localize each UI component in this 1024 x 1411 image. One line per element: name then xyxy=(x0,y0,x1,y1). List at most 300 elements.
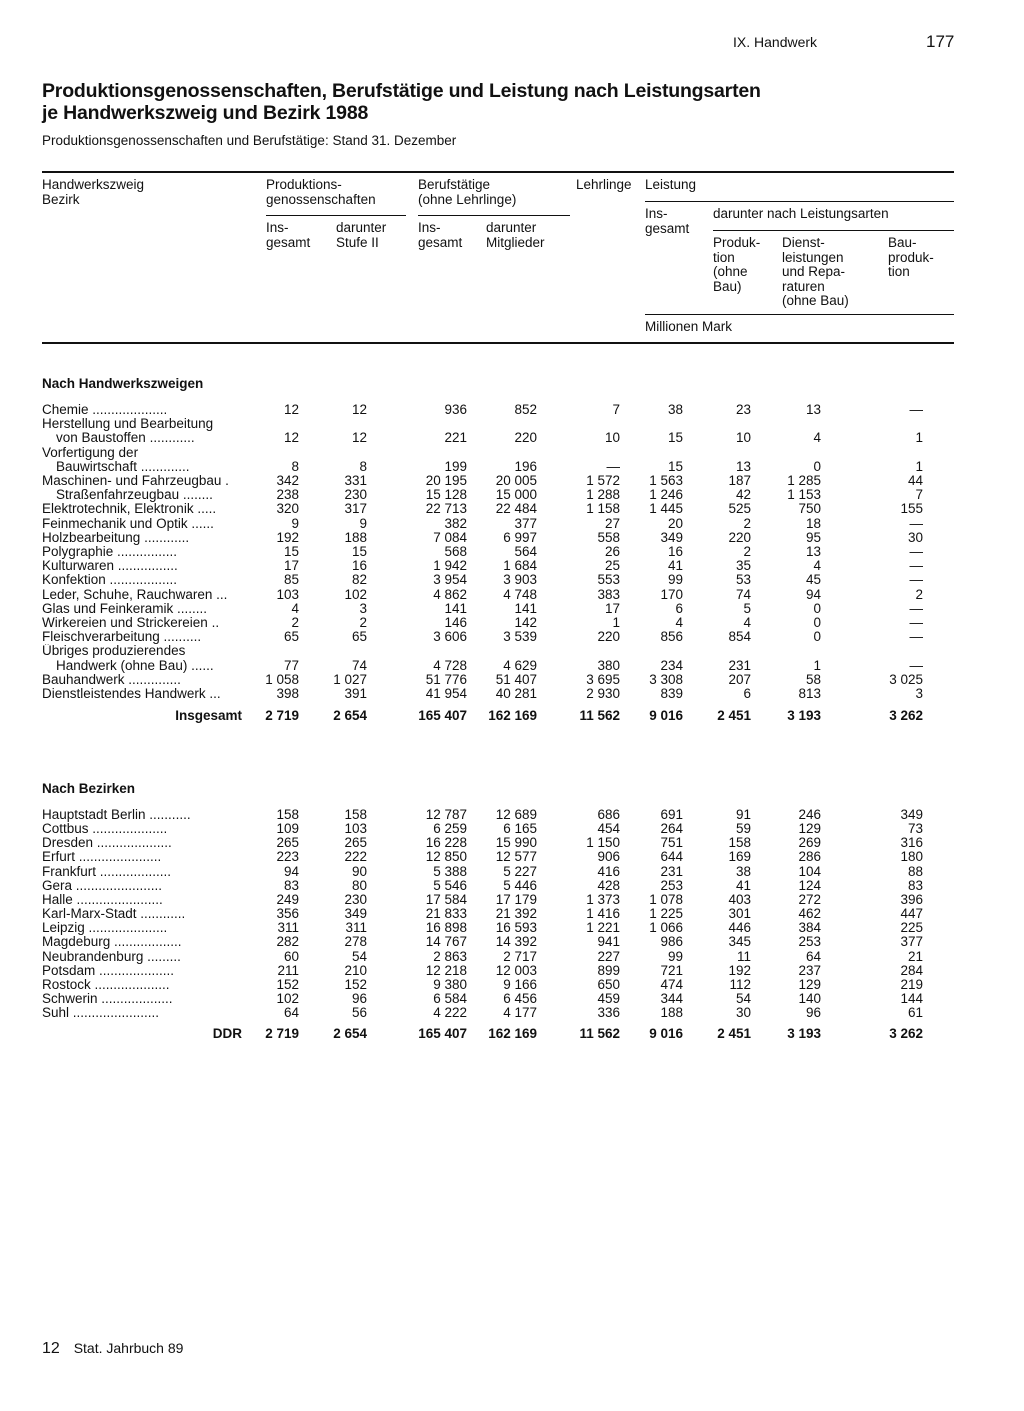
cell-col-8: 13 xyxy=(805,402,821,417)
cell-col-9: — xyxy=(909,544,923,559)
cell-col-9: — xyxy=(909,657,923,673)
total-cell-col-9: 3 262 xyxy=(889,1026,923,1041)
row-label: Holzbearbeitung ............ xyxy=(42,530,190,545)
cell-col-6: 1 066 xyxy=(649,920,683,936)
sheet-number: 12 xyxy=(42,1340,60,1357)
table-row xyxy=(0,417,1024,432)
total-cell-col-2: 2 654 xyxy=(333,1026,367,1041)
cell-col-1: 8 xyxy=(291,458,299,474)
cell-col-2: 80 xyxy=(351,877,367,893)
cell-col-6: 99 xyxy=(667,948,683,964)
cell-col-9: 155 xyxy=(900,501,923,517)
cell-col-8: 129 xyxy=(798,821,821,837)
cell-col-9: 447 xyxy=(900,906,923,922)
cell-col-5: 553 xyxy=(597,572,620,588)
cell-col-3: 5 388 xyxy=(433,863,467,879)
cell-col-4: 4 629 xyxy=(503,657,537,673)
cell-col-6: 986 xyxy=(660,934,683,950)
cell-col-7: 169 xyxy=(728,849,751,865)
cell-col-7: 187 xyxy=(728,473,751,488)
cell-col-5: 686 xyxy=(597,807,620,822)
row-label: Bauhandwerk .............. xyxy=(42,672,181,687)
cell-col-5: 380 xyxy=(597,657,620,673)
cell-col-7: 4 xyxy=(743,615,751,630)
cell-col-6: 344 xyxy=(660,990,683,1006)
cell-col-2: 158 xyxy=(344,807,367,822)
cell-col-9: 349 xyxy=(900,807,923,822)
cell-col-3: 12 218 xyxy=(425,962,467,978)
cell-col-5: 1 221 xyxy=(586,920,620,936)
cell-col-2: 102 xyxy=(344,586,367,602)
cell-col-7: 207 xyxy=(728,671,751,687)
cell-col-8: 45 xyxy=(805,572,821,588)
cell-col-8: 0 xyxy=(813,458,821,474)
cell-col-8: 750 xyxy=(798,501,821,517)
total-cell-col-2: 2 654 xyxy=(333,708,367,723)
cell-col-7: 220 xyxy=(728,529,751,545)
cell-col-1: 238 xyxy=(276,487,299,503)
cell-col-8: 269 xyxy=(798,835,821,851)
cell-col-8: 94 xyxy=(805,586,821,602)
cell-col-3: 6 584 xyxy=(433,990,467,1006)
page-title xyxy=(42,80,761,124)
title-line-2: je Handwerkszweig und Bezirk 1988 xyxy=(42,102,369,124)
total-cell-col-3: 165 407 xyxy=(418,708,467,723)
total-cell-col-6: 9 016 xyxy=(649,708,683,723)
cell-col-3: 4 862 xyxy=(433,586,467,602)
cell-col-5: 227 xyxy=(597,948,620,964)
cell-col-6: 1 445 xyxy=(649,501,683,517)
cell-col-3: 2 863 xyxy=(433,948,467,964)
cell-col-2: 9 xyxy=(359,515,367,531)
cell-col-5: 336 xyxy=(597,1005,620,1021)
cell-col-1: 158 xyxy=(276,807,299,822)
cell-col-6: 349 xyxy=(660,529,683,545)
cell-col-9: 396 xyxy=(900,891,923,907)
total-label: Insgesamt xyxy=(175,708,242,723)
cell-col-5: — xyxy=(606,458,620,474)
total-row xyxy=(0,1027,1024,1042)
cell-col-2: 391 xyxy=(344,686,367,701)
header-pg: Produktions- genossenschaften xyxy=(266,177,376,207)
cell-col-4: 51 407 xyxy=(495,671,537,687)
cell-col-7: 74 xyxy=(735,586,751,602)
cell-col-8: 4 xyxy=(813,430,821,446)
cell-col-5: 220 xyxy=(597,629,620,645)
table-row xyxy=(0,517,1024,532)
cell-col-4: 6 165 xyxy=(503,821,537,837)
title-line-1: Produktionsgenossenschaften, Berufstätige und Leistung nach Leistungsarten xyxy=(42,80,761,102)
cell-col-1: 103 xyxy=(276,586,299,602)
cell-col-4: 142 xyxy=(514,615,537,630)
cell-col-1: 2 xyxy=(291,615,299,630)
page-footer xyxy=(42,1340,183,1358)
total-cell-col-3: 165 407 xyxy=(418,1026,467,1041)
cell-col-2: 2 xyxy=(359,615,367,630)
header-lehrlinge: Lehrlinge xyxy=(576,177,632,192)
cell-col-7: 53 xyxy=(735,572,751,588)
cell-col-6: 1 563 xyxy=(649,473,683,488)
cell-col-9: — xyxy=(909,600,923,616)
cell-col-7: 854 xyxy=(728,629,751,645)
cell-col-7: 525 xyxy=(728,501,751,517)
rule-leistung xyxy=(645,201,954,202)
cell-col-2: 96 xyxy=(351,990,367,1006)
cell-col-4: 5 227 xyxy=(503,863,537,879)
cell-col-9: 30 xyxy=(907,529,923,545)
cell-col-1: 12 xyxy=(283,402,299,417)
row-label: Potsdam .................... xyxy=(42,963,175,978)
cell-col-5: 2 930 xyxy=(586,686,620,701)
cell-col-6: 188 xyxy=(660,1005,683,1021)
row-label: Polygraphie ................ xyxy=(42,545,178,559)
cell-col-1: 249 xyxy=(276,891,299,907)
header-bt-insg: Ins- gesamt xyxy=(418,220,463,250)
cell-col-3: 1 942 xyxy=(433,558,467,574)
table-row xyxy=(0,431,1024,446)
cell-col-5: 899 xyxy=(597,962,620,978)
cell-col-5: 454 xyxy=(597,821,620,837)
cell-col-5: 17 xyxy=(604,600,620,616)
row-label: Herstellung und Bearbeitung xyxy=(42,417,214,432)
cell-col-9: 61 xyxy=(907,1005,923,1021)
row-label: Maschinen- und Fahrzeugbau . xyxy=(42,474,229,488)
cell-col-3: 221 xyxy=(444,430,467,446)
cell-col-3: 16 898 xyxy=(425,920,467,936)
cell-col-2: 230 xyxy=(344,487,367,503)
cell-col-6: 38 xyxy=(667,402,683,417)
cell-col-5: 26 xyxy=(604,544,620,559)
cell-col-6: 253 xyxy=(660,877,683,893)
cell-col-6: 4 xyxy=(675,615,683,630)
cell-col-2: 230 xyxy=(344,891,367,907)
cell-col-8: 1 285 xyxy=(787,473,821,488)
cell-col-4: 6 456 xyxy=(503,990,537,1006)
cell-col-1: 109 xyxy=(276,821,299,837)
cell-col-6: 99 xyxy=(667,572,683,588)
cell-col-5: 1 158 xyxy=(586,501,620,517)
cell-col-9: 83 xyxy=(907,877,923,893)
cell-col-1: 64 xyxy=(283,1005,299,1021)
cell-col-8: 124 xyxy=(798,877,821,893)
cell-col-5: 25 xyxy=(604,558,620,574)
cell-col-6: 15 xyxy=(667,458,683,474)
cell-col-4: 220 xyxy=(514,430,537,446)
total-cell-col-7: 2 451 xyxy=(717,1026,751,1041)
cell-col-9: 3 xyxy=(915,686,923,701)
total-cell-col-5: 11 562 xyxy=(579,708,620,723)
cell-col-9: — xyxy=(909,402,923,417)
cell-col-1: 60 xyxy=(283,948,299,964)
cell-col-2: 12 xyxy=(351,402,367,417)
cell-col-4: 12 689 xyxy=(495,807,537,822)
row-label: Chemie .................... xyxy=(42,403,168,417)
cell-col-8: 96 xyxy=(805,1005,821,1021)
cell-col-4: 21 392 xyxy=(495,906,537,922)
cell-col-7: 231 xyxy=(728,657,751,673)
cell-col-7: 91 xyxy=(735,807,751,822)
row-label: Konfektion .................. xyxy=(42,573,178,588)
cell-col-3: 936 xyxy=(444,402,467,417)
cell-col-6: 234 xyxy=(660,657,683,673)
cell-col-5: 10 xyxy=(604,430,620,446)
cell-col-1: 83 xyxy=(283,877,299,893)
cell-col-4: 40 281 xyxy=(495,686,537,701)
row-label: Cottbus .................... xyxy=(42,822,168,837)
cell-col-7: 6 xyxy=(743,686,751,701)
cell-col-4: 4 748 xyxy=(503,586,537,602)
cell-col-2: 8 xyxy=(359,458,367,474)
cell-col-9: 44 xyxy=(907,473,923,488)
cell-col-3: 6 259 xyxy=(433,821,467,837)
header-label: Handwerkszweig Bezirk xyxy=(42,177,145,207)
rule-bt xyxy=(418,215,570,216)
cell-col-3: 7 084 xyxy=(433,529,467,545)
cell-col-2: 65 xyxy=(351,629,367,645)
cell-col-2: 3 xyxy=(359,600,367,616)
header-pg-insg: Ins- gesamt xyxy=(266,220,311,250)
total-cell-col-1: 2 719 xyxy=(265,1026,299,1041)
table-row xyxy=(0,630,1024,645)
row-label: Magdeburg .................. xyxy=(42,935,182,950)
cell-col-8: 384 xyxy=(798,920,821,936)
cell-col-9: 144 xyxy=(900,990,923,1006)
cell-col-4: 3 903 xyxy=(503,572,537,588)
header-l-bau: Bau- produk- tion xyxy=(888,235,934,279)
cell-col-2: 15 xyxy=(351,544,367,559)
cell-col-2: 16 xyxy=(351,558,367,574)
cell-col-1: 15 xyxy=(283,544,299,559)
cell-col-7: 2 xyxy=(743,544,751,559)
cell-col-9: 3 025 xyxy=(889,671,923,687)
total-row xyxy=(0,709,1024,724)
cell-col-7: 446 xyxy=(728,920,751,936)
cell-col-1: 12 xyxy=(283,430,299,446)
cell-col-2: 311 xyxy=(345,920,367,936)
cell-col-8: 0 xyxy=(813,600,821,616)
cell-col-9: 88 xyxy=(907,863,923,879)
cell-col-9: 1 xyxy=(915,430,923,446)
header-pg-stufe: darunter Stufe II xyxy=(336,220,387,250)
cell-col-2: 188 xyxy=(344,529,367,545)
cell-col-6: 1 078 xyxy=(649,891,683,907)
header-l-prod: Produk- tion (ohne Bau) xyxy=(713,235,761,294)
cell-col-7: 301 xyxy=(728,906,751,922)
cell-col-5: 416 xyxy=(597,863,620,879)
cell-col-2: 74 xyxy=(351,657,367,673)
cell-col-3: 20 195 xyxy=(425,473,467,488)
cell-col-4: 564 xyxy=(514,544,537,559)
cell-col-4: 3 539 xyxy=(503,629,537,645)
table-row xyxy=(0,403,1024,418)
subtitle: Produktionsgenossenschaften und Berufstätige: Stand 31. Dezember xyxy=(42,133,457,148)
cell-col-3: 9 380 xyxy=(433,976,467,992)
cell-col-3: 3 606 xyxy=(433,629,467,645)
cell-col-6: 264 xyxy=(660,821,683,837)
table-row xyxy=(0,1006,1024,1021)
cell-col-8: 272 xyxy=(798,891,821,907)
cell-col-6: 1 246 xyxy=(649,487,683,503)
cell-col-5: 558 xyxy=(597,529,620,545)
cell-col-5: 1 373 xyxy=(586,891,620,907)
cell-col-2: 90 xyxy=(351,863,367,879)
cell-col-8: 18 xyxy=(805,515,821,531)
cell-col-6: 16 xyxy=(667,544,683,559)
total-cell-col-8: 3 193 xyxy=(787,1026,821,1041)
cell-col-1: 211 xyxy=(277,962,299,978)
row-label: Wirkereien und Strickereien .. xyxy=(42,616,220,630)
cell-col-3: 12 787 xyxy=(425,807,467,822)
cell-col-7: 23 xyxy=(735,402,751,417)
cell-col-8: 95 xyxy=(805,529,821,545)
cell-col-6: 644 xyxy=(660,849,683,865)
cell-col-1: 65 xyxy=(283,629,299,645)
cell-col-7: 41 xyxy=(735,877,751,893)
cell-col-2: 54 xyxy=(351,948,367,964)
row-label: Straßenfahrzeugbau ........ xyxy=(56,488,213,503)
cell-col-7: 2 xyxy=(743,515,751,531)
table-row xyxy=(0,644,1024,659)
cell-col-6: 15 xyxy=(667,430,683,446)
cell-col-4: 2 717 xyxy=(503,948,537,964)
running-header: IX. Handwerk xyxy=(733,34,818,50)
row-label: Gera ....................... xyxy=(42,878,163,893)
cell-col-8: 129 xyxy=(798,976,821,992)
cell-col-3: 17 584 xyxy=(425,891,467,907)
cell-col-6: 856 xyxy=(660,629,683,645)
cell-col-4: 16 593 xyxy=(495,920,537,936)
cell-col-6: 3 308 xyxy=(649,671,683,687)
cell-col-5: 383 xyxy=(597,586,620,602)
cell-col-4: 12 577 xyxy=(495,849,537,865)
cell-col-3: 382 xyxy=(444,515,467,531)
row-label: Handwerk (ohne Bau) ...... xyxy=(56,658,214,673)
row-label: Fleischverarbeitung .......... xyxy=(42,630,202,645)
cell-col-4: 22 484 xyxy=(495,501,537,517)
cell-col-3: 16 228 xyxy=(425,835,467,851)
cell-col-8: 4 xyxy=(813,558,821,574)
cell-col-3: 22 713 xyxy=(425,501,467,517)
cell-col-2: 56 xyxy=(351,1005,367,1021)
table-row xyxy=(0,935,1024,950)
cell-col-1: 320 xyxy=(276,501,299,517)
row-label: Dienstleistendes Handwerk ... xyxy=(42,687,221,701)
row-label: Feinmechanik und Optik ...... xyxy=(42,516,214,531)
cell-col-7: 345 xyxy=(728,934,751,950)
table-row xyxy=(0,659,1024,674)
cell-col-2: 222 xyxy=(344,849,367,865)
cell-col-6: 41 xyxy=(667,558,683,574)
cell-col-8: 64 xyxy=(805,948,821,964)
cell-col-3: 21 833 xyxy=(425,906,467,922)
cell-col-7: 11 xyxy=(736,948,751,964)
cell-col-9: 1 xyxy=(915,458,923,474)
row-label: Leipzig ..................... xyxy=(42,921,168,936)
cell-col-3: 15 128 xyxy=(425,487,467,503)
cell-col-8: 1 xyxy=(813,657,821,673)
cell-col-9: 377 xyxy=(900,934,923,950)
cell-col-5: 1 288 xyxy=(586,487,620,503)
table-row xyxy=(0,446,1024,461)
cell-col-5: 428 xyxy=(597,877,620,893)
cell-col-1: 398 xyxy=(276,686,299,701)
cell-col-1: 152 xyxy=(276,976,299,992)
header-l-insg: Ins- gesamt xyxy=(645,206,690,236)
cell-col-5: 941 xyxy=(597,934,620,950)
cell-col-8: 246 xyxy=(798,807,821,822)
cell-col-3: 4 728 xyxy=(433,657,467,673)
total-cell-col-1: 2 719 xyxy=(265,708,299,723)
header-unit: Millionen Mark xyxy=(645,319,733,334)
cell-col-9: 219 xyxy=(900,976,923,992)
cell-col-7: 112 xyxy=(729,976,751,992)
table-row xyxy=(0,964,1024,979)
cell-col-8: 104 xyxy=(798,863,821,879)
row-label: Glas und Feinkeramik ........ xyxy=(42,601,208,616)
row-label: Karl-Marx-Stadt ............ xyxy=(42,907,186,922)
cell-col-3: 12 850 xyxy=(425,849,467,865)
cell-col-4: 12 003 xyxy=(495,962,537,978)
cell-col-3: 199 xyxy=(444,458,467,474)
cell-col-6: 1 225 xyxy=(649,906,683,922)
cell-col-2: 349 xyxy=(344,906,367,922)
section-title-zweige: Nach Handwerkszweigen xyxy=(42,376,204,391)
cell-col-5: 1 572 xyxy=(586,473,620,488)
cell-col-1: 342 xyxy=(276,473,299,488)
cell-col-6: 839 xyxy=(660,686,683,701)
cell-col-9: 21 xyxy=(907,948,923,964)
cell-col-2: 331 xyxy=(344,473,367,488)
cell-col-8: 58 xyxy=(805,671,821,687)
cell-col-8: 286 xyxy=(798,849,821,865)
table-row xyxy=(0,502,1024,517)
cell-col-8: 0 xyxy=(813,615,821,630)
cell-col-4: 6 997 xyxy=(503,529,537,545)
cell-col-4: 15 990 xyxy=(495,835,537,851)
cell-col-7: 5 xyxy=(743,600,751,616)
cell-col-2: 278 xyxy=(344,934,367,950)
cell-col-1: 192 xyxy=(276,529,299,545)
cell-col-7: 30 xyxy=(735,1005,751,1021)
cell-col-9: 225 xyxy=(900,920,923,936)
row-label: Leder, Schuhe, Rauchwaren ... xyxy=(42,587,228,602)
cell-col-6: 6 xyxy=(675,600,683,616)
cell-col-6: 20 xyxy=(667,515,683,531)
cell-col-7: 192 xyxy=(728,962,751,978)
rule-pg xyxy=(266,215,406,216)
cell-col-2: 103 xyxy=(344,821,367,837)
cell-col-5: 7 xyxy=(612,402,620,417)
cell-col-9: 180 xyxy=(900,849,923,865)
cell-col-4: 9 166 xyxy=(503,976,537,992)
cell-col-1: 356 xyxy=(276,906,299,922)
table-row xyxy=(0,573,1024,588)
cell-col-2: 82 xyxy=(351,572,367,588)
cell-col-7: 38 xyxy=(735,863,751,879)
total-cell-col-6: 9 016 xyxy=(649,1026,683,1041)
row-label: Dresden .................... xyxy=(42,836,172,851)
cell-col-3: 4 222 xyxy=(433,1005,467,1021)
cell-col-6: 170 xyxy=(660,586,683,602)
cell-col-5: 906 xyxy=(597,849,620,865)
cell-col-3: 568 xyxy=(444,544,467,559)
row-label: Übriges produzierendes xyxy=(42,644,186,659)
cell-col-8: 462 xyxy=(798,906,821,922)
table-row xyxy=(0,850,1024,865)
table-row xyxy=(0,950,1024,965)
table-row xyxy=(0,531,1024,546)
cell-col-7: 59 xyxy=(735,821,751,837)
